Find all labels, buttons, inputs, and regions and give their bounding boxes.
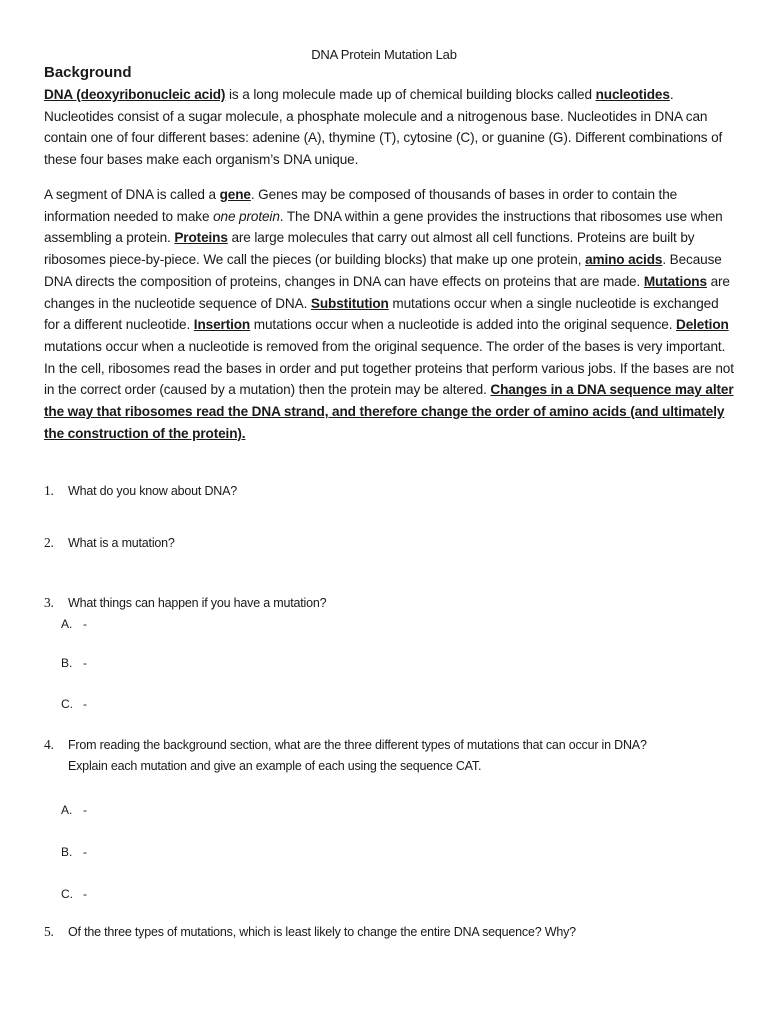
answer-dash: - <box>83 617 87 631</box>
answer-line-3c[interactable] <box>61 696 87 712</box>
para2-run: gene <box>219 187 251 202</box>
para2-run: Deletion <box>676 317 729 333</box>
question-text: Of the three types of mutations, which is least likely to change the entire DNA sequence? Why? <box>68 925 576 939</box>
para2-run: Substitution <box>310 295 389 311</box>
para2-run: one protein <box>213 208 280 224</box>
question-number: 1. <box>44 483 54 498</box>
question-text: What do you know about DNA? <box>68 484 238 498</box>
para2-run: . Because DNA directs the composition of proteins, changes in DNA can have effects on proteins that are made. <box>44 252 722 289</box>
answer-letter: A. <box>61 803 73 817</box>
para2-run: mutations occur when a nucleotide is removed from the original sequence. The order of the bases is very important. In the cell, ribosomes read the bases in order and put together proteins that perform various jobs. If the bases are not in the correct order (caused by a mutation) then the protein may be altered. <box>44 338 734 398</box>
question-2 <box>44 532 175 554</box>
para1-run: nucleotides <box>595 87 670 102</box>
answer-line-4b[interactable] <box>61 844 87 860</box>
question-text: What things can happen if you have a mutation? <box>68 596 327 610</box>
answer-dash: - <box>83 887 87 901</box>
answer-dash: - <box>83 845 87 859</box>
answer-line-4a[interactable] <box>61 802 87 818</box>
background-paragraph-2 <box>44 184 734 444</box>
para2-run: . Genes may be composed of thousands of bases in order to contain the information needed to make <box>44 187 678 224</box>
answer-letter: C. <box>61 887 73 901</box>
answer-dash: - <box>83 803 87 817</box>
background-heading: Background <box>44 64 132 81</box>
question-number: 3. <box>44 595 54 610</box>
answer-letter: C. <box>61 697 73 711</box>
question-3 <box>44 592 326 614</box>
question-text-continuation: Explain each mutation and give an example of each using the sequence CAT. <box>68 759 482 773</box>
answer-dash: - <box>83 656 87 670</box>
question-number: 2. <box>44 535 54 550</box>
answer-line-3a[interactable] <box>61 616 87 632</box>
question-number: 4. <box>44 737 54 752</box>
question-text: What is a mutation? <box>68 536 175 550</box>
para2-run: are changes in the nucleotide sequence of DNA. <box>44 273 730 311</box>
answer-letter: B. <box>61 656 73 670</box>
para2-run: Changes in a DNA sequence may alter the way that ribosomes read the DNA strand, and therefore change the order of amino acids (and ultimately the construction of the protein). <box>44 382 734 441</box>
para2-run: A segment of DNA is called a <box>44 187 220 202</box>
para2-run: Insertion <box>193 317 251 333</box>
para2-run: mutations occur when a nucleotide is added into the original sequence. <box>250 317 677 333</box>
para2-run: Mutations <box>643 273 707 289</box>
answer-line-3b[interactable] <box>61 655 87 671</box>
question-5 <box>44 921 576 943</box>
para1-run: DNA (deoxyribonucleic acid) <box>44 87 226 102</box>
document-title: DNA Protein Mutation Lab <box>311 47 457 62</box>
para2-run: mutations occur when a single nucleotide is exchanged for a different nucleotide. <box>44 295 719 333</box>
para1-run: is a long molecule made up of chemical building blocks called <box>225 87 596 102</box>
para2-run: Proteins <box>174 230 228 246</box>
question-text: From reading the background section, what are the three different types of mutations that can occur in DNA? <box>68 738 647 752</box>
para2-run: amino acids <box>585 252 663 268</box>
para2-run: . The DNA within a gene provides the instructions that ribosomes use when assembling a protein. <box>44 208 723 246</box>
answer-line-4c[interactable] <box>61 886 87 902</box>
question-number: 5. <box>44 924 54 939</box>
answer-letter: B. <box>61 845 73 859</box>
para1-run: . Nucleotides consist of a sugar molecule, a phosphate molecule and a nitrogenous base. Nucleotides in DNA can contain one of four different bases: adenine (A), thymine (T), cytosine (C), or guanine (G). Different combinations of these four bases make each organism’s DNA unique. <box>44 87 723 168</box>
question-4 <box>44 734 647 777</box>
background-paragraph-1 <box>44 84 734 171</box>
answer-letter: A. <box>61 617 73 631</box>
para2-run: are large molecules that carry out almost all cell functions. Proteins are built by ribosomes piece-by-piece. We call the pieces (or building blocks) that make up one protein, <box>44 230 695 268</box>
answer-dash: - <box>83 697 87 711</box>
question-1 <box>44 480 237 502</box>
